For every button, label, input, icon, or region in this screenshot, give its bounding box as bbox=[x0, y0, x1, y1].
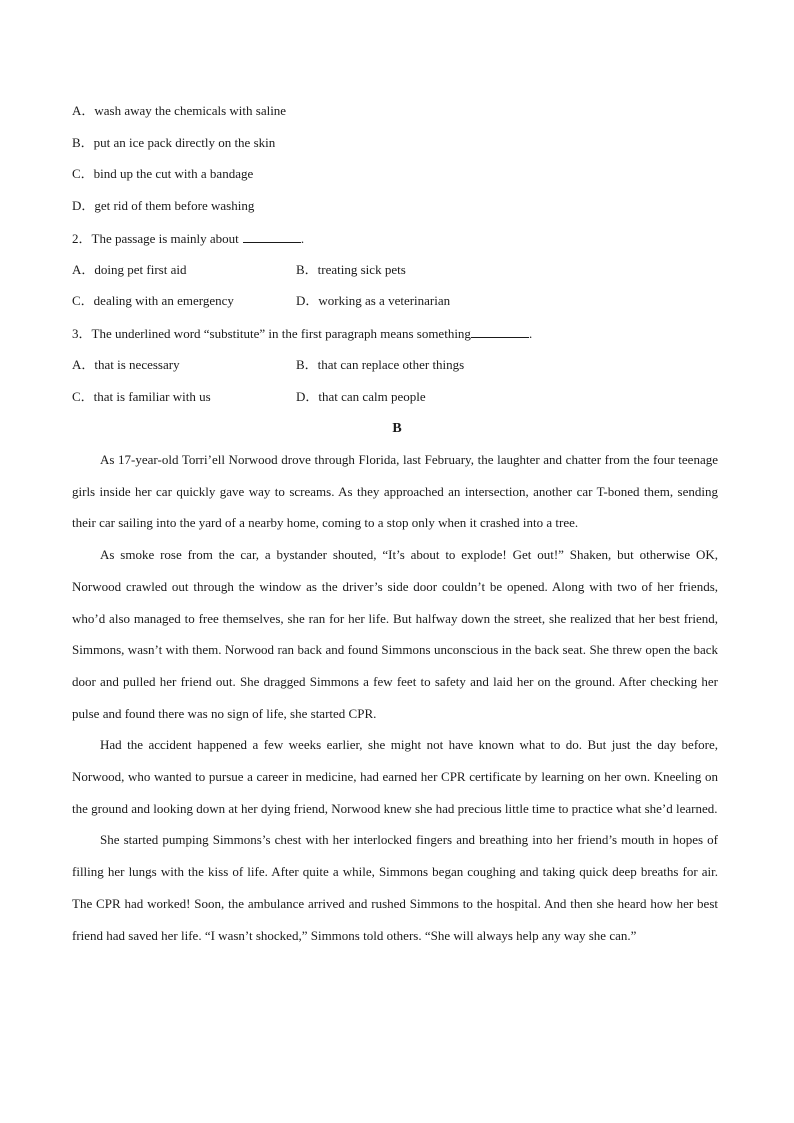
q2-option-a: A．doing pet first aid bbox=[72, 262, 187, 277]
paragraph: Had the accident happened a few weeks earlier, she might not have known what to do. But just the day before, Norwood, who wanted to pursue a career in medicine, had earned her CPR certificate by learning on her own. Kneeling on the ground and looking down at her dying friend, Norwood knew she had precious little time to practice what she’d learned. bbox=[72, 737, 718, 816]
q3-option-a: A．that is necessary bbox=[72, 357, 180, 372]
paragraph: She started pumping Simmons’s chest with her interlocked fingers and breathing into her friend’s mouth in hopes of filling her lungs with the kiss of life. After quite a while, Simmons began coughing and taking quick deep breaths for air. The CPR had worked! Soon, the ambulance arrived and rushed Simmons to the hospital. And then she heard how her best friend had saved her life. “I wasn’t shocked,” Simmons told others. “She will always help any way she can.” bbox=[72, 832, 718, 943]
q3-stem: 3．The underlined word “substitute” in the first paragraph means something . bbox=[72, 326, 533, 341]
q1-option-b: B．put an ice pack directly on the skin bbox=[72, 135, 276, 150]
answer-blank bbox=[471, 325, 529, 338]
passage-body bbox=[72, 444, 718, 951]
q2-option-b: B．treating sick pets bbox=[296, 262, 406, 277]
q1-option-d: D．get rid of them before washing bbox=[72, 198, 255, 213]
q3-option-b: B．that can replace other things bbox=[296, 357, 465, 372]
q3-option-d: D．that can calm people bbox=[296, 389, 426, 404]
paragraph: As 17-year-old Torri’ell Norwood drove through Florida, last February, the laughter and chatter from the four teenage girls inside her car quickly gave way to screams. As they approached an intersection, another car T-boned them, sending their car sailing into the yard of a nearby home, coming to a stop only when it crashed into a tree. bbox=[72, 452, 718, 531]
q2-option-c: C．dealing with an emergency bbox=[72, 293, 234, 308]
q2-stem: 2．The passage is mainly about . bbox=[72, 231, 305, 246]
paragraph: As smoke rose from the car, a bystander shouted, “It’s about to explode! Get out!” Shaken, but otherwise OK, Norwood crawled out through the window as the driver’s side door couldn’t be opened. Along with two of her friends, who’d also managed to free themselves, she ran for her life. But halfway down the street, she realized that her best friend, Simmons, wasn’t with them. Norwood ran back and found Simmons unconscious in the back seat. She threw open the back door and pulled her friend out. She dragged Simmons a few feet to safety and laid her on the ground. After checking her pulse and found there was no sign of life, she started CPR. bbox=[72, 547, 718, 721]
q2-option-d: D．working as a veterinarian bbox=[296, 293, 451, 308]
section-title: B bbox=[392, 421, 402, 436]
answer-blank bbox=[243, 230, 301, 243]
q1-option-c: C．bind up the cut with a bandage bbox=[72, 166, 254, 181]
q3-option-c: C．that is familiar with us bbox=[72, 389, 211, 404]
q1-option-a: A．wash away the chemicals with saline bbox=[72, 103, 287, 118]
